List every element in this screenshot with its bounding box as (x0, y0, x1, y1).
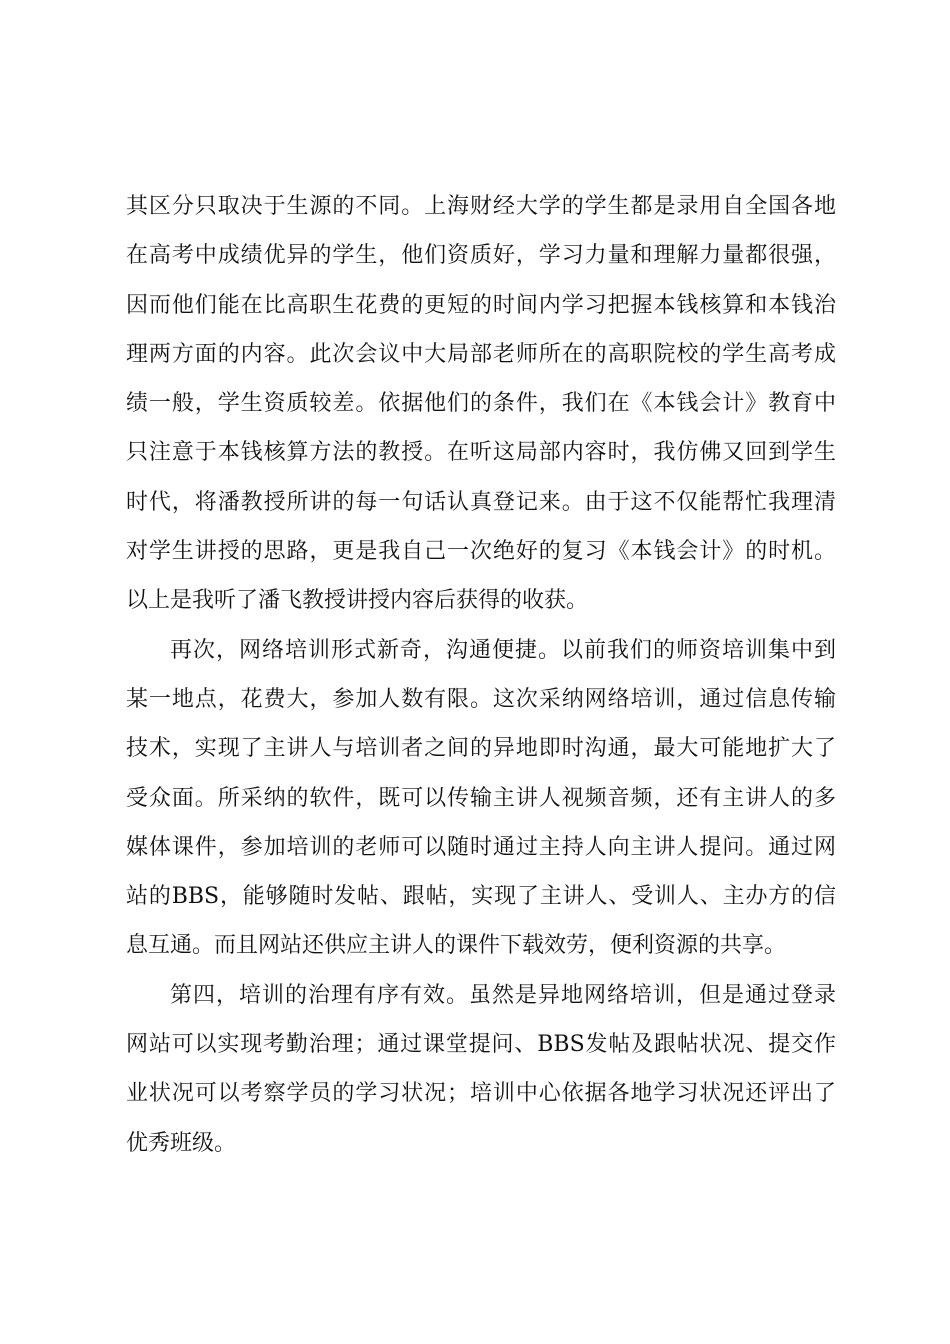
text-line: 第四，培训的治理有序有效。虽然是异地网络培训，但是通过登录 (170, 982, 836, 1008)
text-line: 只注意于本钱核算方法的教授。在听这局部内容时，我仿佛又回到学生 (126, 440, 836, 466)
text-line: 以上是我听了潘飞教授讲授内容后获得的收获。 (126, 588, 589, 614)
text-line: 技术，实现了主讲人与培训者之间的异地即时沟通，最大可能地扩大了 (126, 736, 836, 762)
text-line: 网站可以实现考勤治理；通过课堂提问、BBS发帖及跟帖状况、提交作 (126, 1032, 836, 1058)
document-body (126, 182, 836, 1168)
text-line: 其区分只取决于生源的不同。上海财经大学的学生都是录用自全国各地 (126, 194, 836, 219)
text-line: 因而他们能在比高职生花费的更短的时间内学习把握本钱核算和本钱治 (126, 292, 836, 318)
text-line: 某一地点，花费大，参加人数有限。这次采纳网络培训，通过信息传输 (126, 686, 836, 712)
paragraph-network-training (126, 626, 836, 971)
text-line: 业状况可以考察学员的学习状况；培训中心依据各地学习状况还评出了 (126, 1081, 836, 1107)
text-line: 受众面。所采纳的软件，既可以传输主讲人视频音频，还有主讲人的多 (126, 785, 836, 811)
paragraph-cost-accounting (126, 182, 836, 626)
text-line: 息互通。而且网站还供应主讲人的课件下载效劳，便利资源的共享。 (126, 933, 787, 959)
text-line: 再次，网络培训形式新奇，沟通便捷。以前我们的师资培训集中到 (170, 637, 836, 663)
text-line: 在高考中成绩优异的学生，他们资质好，学习力量和理解力量都很强， (126, 243, 836, 269)
text-line: 对学生讲授的思路，更是我自己一次绝好的复习《本钱会计》的时机。 (126, 539, 836, 565)
text-line: 理两方面的内容。此次会议中大局部老师所在的高职院校的学生高考成 (126, 341, 836, 367)
paragraph-training-management (126, 971, 836, 1168)
text-line: 优秀班级。 (126, 1130, 237, 1156)
text-line: 媒体课件，参加培训的老师可以随时通过主持人向主讲人提问。通过网 (126, 834, 836, 860)
text-line: 时代，将潘教授所讲的每一句话认真登记来。由于这不仅能帮忙我理清 (126, 489, 836, 515)
text-line: 绩一般，学生资质较差。依据他们的条件，我们在《本钱会计》教育中 (126, 391, 836, 417)
text-line: 站的BBS，能够随时发帖、跟帖，实现了主讲人、受训人、主办方的信 (126, 884, 836, 910)
